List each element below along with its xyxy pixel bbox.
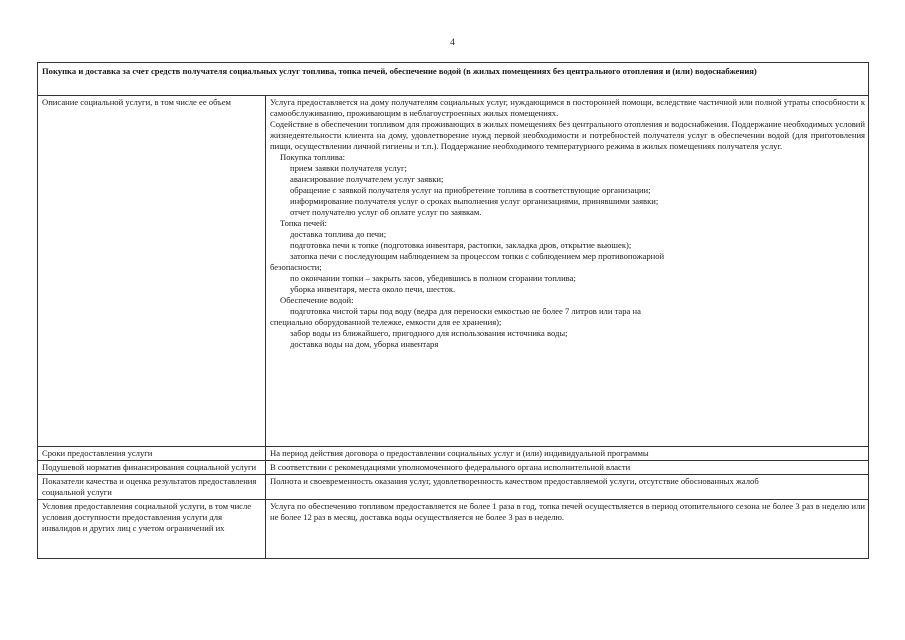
terms-label: Сроки предоставления услуги — [38, 447, 266, 461]
table-header-row — [38, 63, 869, 96]
list-item-continuation: специально оборудованной тележке, емкости для ее хранения); — [270, 317, 502, 327]
quality-label: Показатели качества и оценка результатов предоставления социальной услуги — [38, 475, 266, 500]
list-item: доставка воды на дом, уборка инвентаря — [290, 339, 439, 349]
table-row-description — [38, 96, 869, 447]
description-paragraph: Услуга предоставляется на дому получателям социальных услуг, нуждающимся в посторонней помощи, вследствие частичной или полной утраты способности к самообслуживанию, проживающим в неблагоустроенных жилых помещениях. — [270, 97, 865, 118]
fuel-heading: Покупка топлива: — [280, 152, 346, 162]
table-row-terms — [38, 447, 869, 461]
norms-value: В соответствии с рекомендациями уполномоченного федерального органа исполнительной власти — [266, 461, 869, 475]
table-row-norms — [38, 461, 869, 475]
list-item: затопка печи с последующим наблюдением за процессом топки с соблюдением мер противопожарной — [290, 251, 665, 261]
description-value — [266, 96, 869, 447]
terms-value: На период действия договора о предоставлении социальных услуг и (или) индивидуальной программы — [266, 447, 869, 461]
list-item: информирование получателя услуг о сроках выполнения услуг организациями, принявшими заявки; — [290, 196, 659, 206]
list-item: подготовка чистой тары под воду (ведра для переноски емкостью не более 7 литров или тара на — [290, 306, 641, 316]
table-row-conditions — [38, 500, 869, 559]
quality-value: Полнота и своевременность оказания услуг, удовлетворенность качеством предоставляемой услуги, отсутствие обоснованных жалоб — [266, 475, 869, 500]
list-item: прием заявки получателя услуг; — [290, 163, 407, 173]
list-item: авансирование получателем услуг заявки; — [290, 174, 444, 184]
list-item: обращение с заявкой получателя услуг на приобретение топлива в соответствующие организации; — [290, 185, 651, 195]
description-label: Описание социальной услуги, в том числе ее объем — [38, 96, 266, 447]
description-paragraph: Содействие в обеспечении топливом для проживающих в жилых помещениях без центрального отопления и водоснабжения. Поддержание необходимых условий жизнедеятельности клиента на дому, удовлетворение нужд первой необходимости и потребностей получателя услуг в обеспечении водой (для приготовления пищи, осуществлении личной гигиены и т.п.). Поддержание необходимого температурного режима в жилых помещениях получателя услуг. — [270, 119, 865, 151]
list-item: отчет получателю услуг об оплате услуг по заявкам. — [290, 207, 482, 217]
list-item: подготовка печи к топке (подготовка инвентаря, растопки, закладка дров, открытие вьюшек); — [290, 240, 632, 250]
list-item-continuation: безопасности; — [270, 262, 322, 272]
conditions-value: Услуга по обеспечению топливом предоставляется не более 1 раза в год, топка печей осуществляется в период отопительного сезона не более 3 раз в неделю или не более 12 раз в месяц, доставка воды осуществляется не более 3 раз в неделю. — [266, 500, 869, 559]
list-item: уборка инвентаря, места около печи, шесток. — [290, 284, 456, 294]
service-table — [37, 62, 869, 559]
water-heading: Обеспечение водой: — [280, 295, 354, 305]
page-number: 4 — [450, 38, 455, 48]
list-item: доставка топлива до печи; — [290, 229, 387, 239]
stove-heading: Топка печей: — [280, 218, 327, 228]
section-title: Покупка и доставка за счет средств получателя социальных услуг топлива, топка печей, обеспечение водой (в жилых помещениях без центрального отопления и (или) водоснабжения) — [38, 63, 869, 96]
list-item: по окончании топки – закрыть засов, убедившись в полном сгорании топлива; — [290, 273, 576, 283]
conditions-label: Условия предоставления социальной услуги, в том числе условия доступности предоставления услуги для инвалидов и других лиц с учетом ограничений их — [38, 500, 266, 559]
norms-label: Подушевой норматив финансирования социальной услуги — [38, 461, 266, 475]
list-item: забор воды из ближайшего, пригодного для использования источника воды; — [290, 328, 568, 338]
table-row-quality — [38, 475, 869, 500]
